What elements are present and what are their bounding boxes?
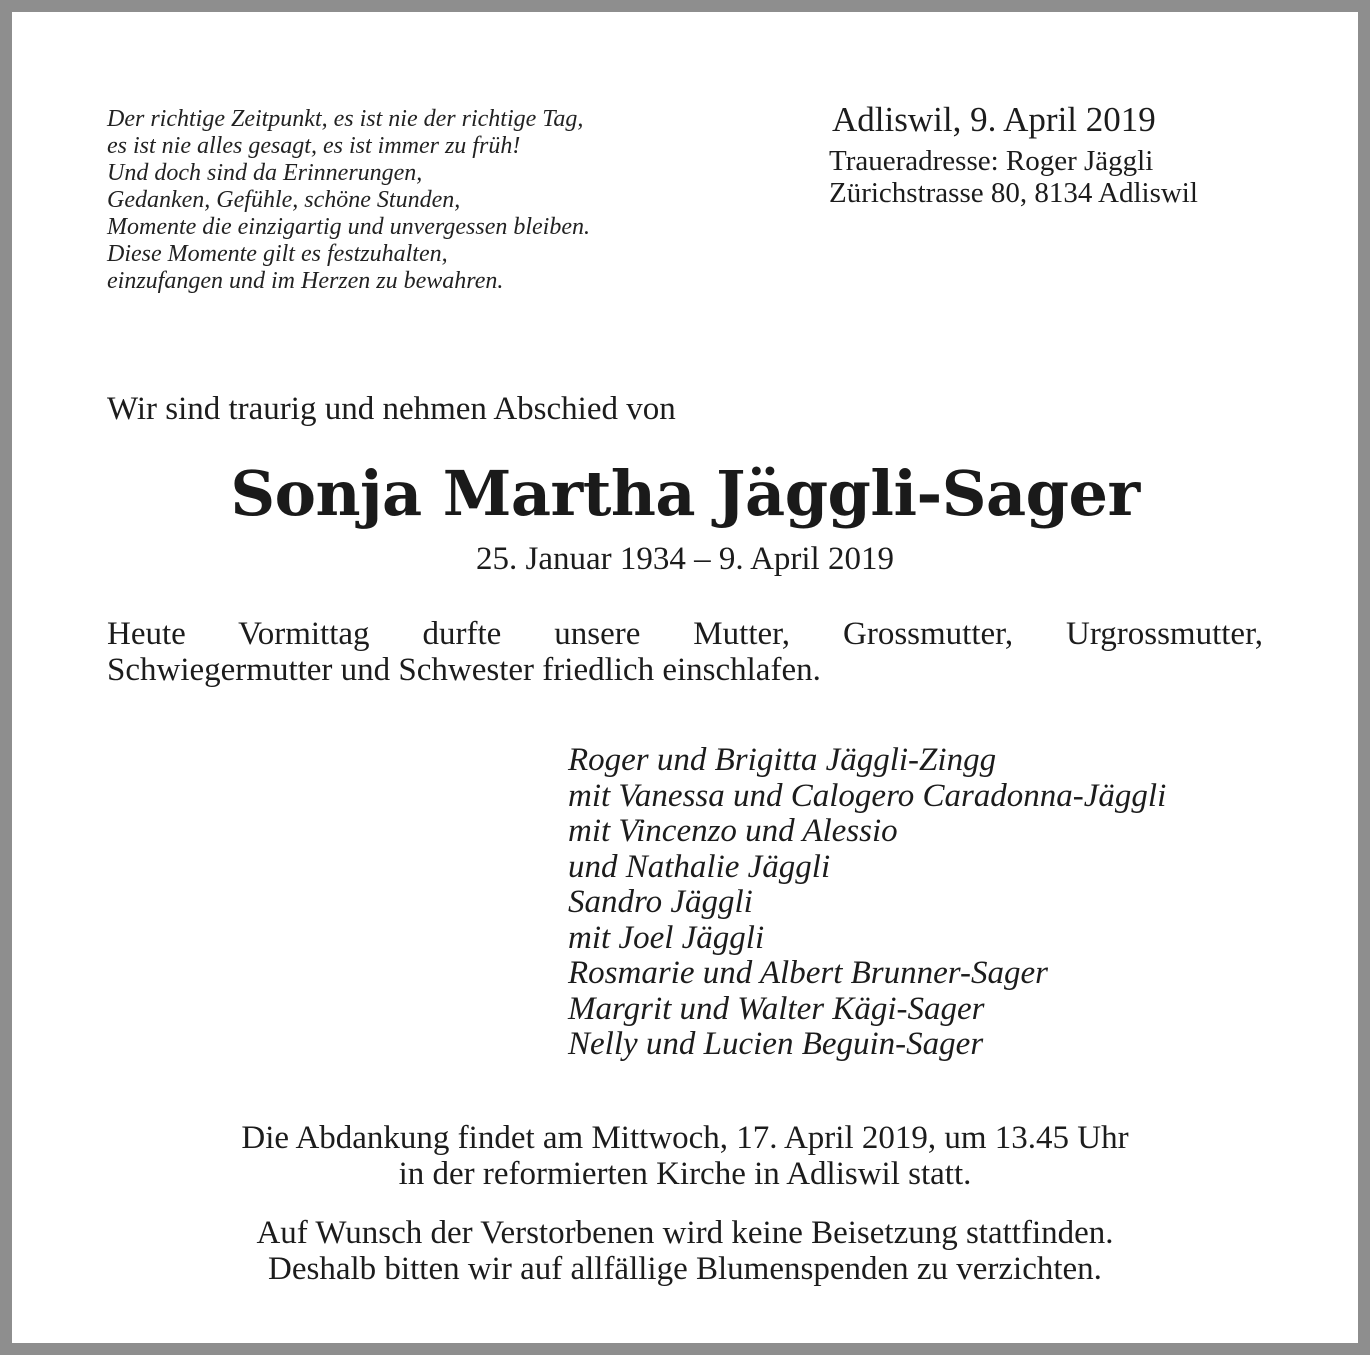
family-member: Margrit und Walter Kägi-Sager bbox=[568, 990, 985, 1027]
family-member: mit Joel Jäggli bbox=[568, 919, 765, 956]
mourning-address bbox=[829, 145, 1198, 209]
family-list bbox=[568, 743, 1166, 1063]
life-dates: 25. Januar 1934 – 9. April 2019 bbox=[476, 541, 894, 577]
wish-info bbox=[0, 1215, 1370, 1287]
poem-line: Diese Momente gilt es festzuhalten, bbox=[107, 241, 448, 267]
message-line: Heute Vormittag durfte unsere Mutter, Grossmutter, Urgrossmutter, bbox=[107, 616, 1263, 652]
family-member: Roger und Brigitta Jäggli-Zingg bbox=[568, 742, 997, 778]
ceremony-info bbox=[0, 1120, 1370, 1192]
family-member: Sandro Jäggli bbox=[568, 884, 753, 920]
announcement-message bbox=[107, 616, 1263, 688]
message-line: Schwiegermutter und Schwester friedlich einschlafen. bbox=[107, 652, 821, 688]
place-date: Adliswil, 9. April 2019 bbox=[832, 100, 1156, 139]
family-member: und Nathalie Jäggli bbox=[568, 848, 831, 885]
poem-line: es ist nie alles gesagt, es ist immer zu früh! bbox=[107, 133, 521, 159]
farewell-intro: Wir sind traurig und nehmen Abschied von bbox=[107, 391, 676, 427]
poem bbox=[107, 106, 590, 295]
family-member: mit Vincenzo und Alessio bbox=[568, 813, 898, 849]
wish-line: Deshalb bitten wir auf allfällige Blumenspenden zu verzichten. bbox=[268, 1251, 1102, 1287]
ceremony-line: in der reformierten Kirche in Adliswil statt. bbox=[398, 1156, 972, 1192]
poem-line: Und doch sind da Erinnerungen, bbox=[107, 160, 423, 186]
family-member: mit Vanessa und Calogero Caradonna-Jäggli bbox=[568, 777, 1167, 814]
deceased-name: Sonja Martha Jäggli-Sager bbox=[230, 457, 1140, 530]
family-member: Nelly und Lucien Beguin-Sager bbox=[568, 1026, 984, 1062]
ceremony-line: Die Abdankung findet am Mittwoch, 17. April 2019, um 13.45 Uhr bbox=[241, 1120, 1129, 1156]
family-member: Rosmarie und Albert Brunner-Sager bbox=[568, 955, 1048, 991]
poem-line: Gedanken, Gefühle, schöne Stunden, bbox=[107, 187, 461, 213]
poem-line: Momente die einzigartig und unvergessen bleiben. bbox=[107, 214, 590, 240]
wish-line: Auf Wunsch der Verstorbenen wird keine Beisetzung stattfinden. bbox=[256, 1215, 1114, 1251]
poem-line: Der richtige Zeitpunkt, es ist nie der richtige Tag, bbox=[107, 106, 584, 132]
poem-line: einzufangen und im Herzen zu bewahren. bbox=[107, 268, 504, 294]
address-line: Traueradresse: Roger Jäggli bbox=[829, 145, 1154, 177]
address-line: Zürichstrasse 80, 8134 Adliswil bbox=[829, 177, 1198, 209]
